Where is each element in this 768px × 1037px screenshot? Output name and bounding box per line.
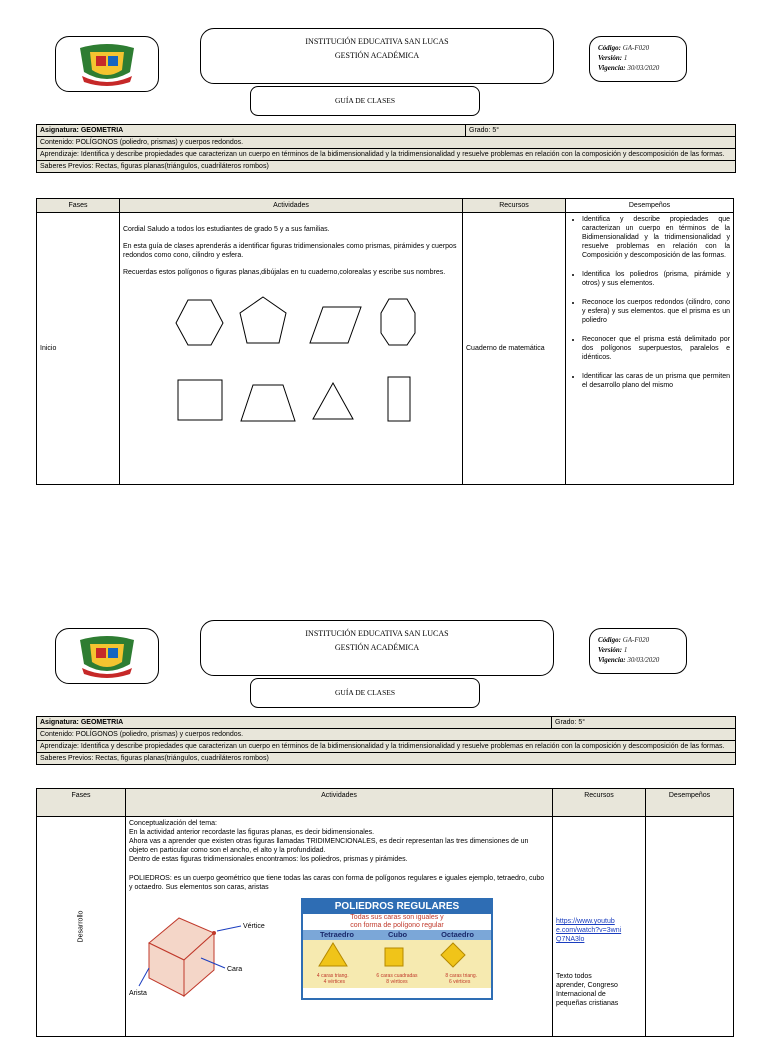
activities-table — [36, 788, 734, 1037]
list-item: • Reconoce los cuerpos redondos (cilindro, cono y esfera) y sus elementos. que el prisma es un poliedro — [582, 298, 730, 325]
grade: Grado: 5° — [469, 127, 500, 134]
performance-header: Desempeños — [646, 789, 734, 817]
code-label: Código: — [598, 44, 621, 52]
subject: Asignatura: GEOMETRIA — [37, 717, 552, 728]
vertex-pointer — [217, 926, 241, 931]
activities-header: Actividades — [126, 789, 553, 817]
list-item: • Identifica y describe propiedades que caracterizan un cuerpo en términos de la Bidimensionalidad y la tridimensionalidad y resuelve problemas en relación con la Composición y descomposición de las formas. — [582, 215, 730, 260]
phases-header: Fases — [37, 789, 126, 817]
note-cube: 6 caras cuadradas — [376, 973, 418, 979]
performance-cell — [646, 817, 734, 1037]
prior-knowledge-row: Saberes Previos: Rectas, figuras planas(triángulos, cuadriláteros rombos) — [40, 755, 269, 762]
activity-text: Recuerdas estos polígonos o figuras planas,dibújalas en tu cuaderno,colorealas y escribe sus nombres. — [123, 269, 446, 276]
activity-text: En esta guía de clases aprenderás a identificar figuras tridimensionales como prismas, pirámides y cuerpos redondos como cono, cilindro y esfera. — [123, 243, 457, 259]
institution-name: INSTITUCIÓN EDUCATIVA SAN LUCAS — [305, 37, 449, 46]
activities-cell — [120, 213, 463, 485]
school-logo — [55, 36, 159, 92]
vertex-dot — [212, 931, 216, 935]
performance-cell — [566, 213, 734, 485]
figures-row — [129, 898, 549, 1000]
poster-notes-2 — [303, 979, 491, 985]
edge-pointer — [139, 968, 149, 986]
activities-header: Actividades — [120, 199, 463, 213]
book-line: pequeñas cristianas — [556, 1000, 619, 1007]
cube-elements-diagram — [129, 898, 289, 998]
tetrahedron-icon — [319, 943, 347, 966]
face-label: Cara — [227, 966, 243, 973]
book-line: Internacional de — [556, 991, 606, 998]
activity-text: POLIEDROS: es un cuerpo geométrico que tiene todas las caras con forma de polígonos regulares e iguales ejemplo, tetraedro, cubo y octaedro. Sus elementos son caras, aristas — [129, 875, 545, 891]
code-value: GA-F020 — [622, 636, 650, 644]
regular-polyhedra-poster — [301, 898, 493, 1000]
institution-name: INSTITUCIÓN EDUCATIVA SAN LUCAS — [305, 629, 449, 638]
subject-row — [37, 125, 735, 137]
document-code-box — [589, 628, 687, 674]
school-crest-icon — [72, 634, 142, 678]
edge-label: Arista — [129, 990, 147, 997]
table-header-row — [37, 789, 734, 817]
activities-cell — [126, 817, 553, 1037]
list-item: • Identifica los poliedros (prisma, pirámide y otros) y sus elementos. — [582, 270, 730, 288]
academic-area: GESTIÓN ACADÉMICA — [334, 643, 420, 652]
content-row: Contenido: POLÍGONOS (poliedro, prismas) y cuerpos redondos. — [37, 137, 735, 149]
learning-row: Aprendizaje: Identifica y describe propiedades que caracterizan un cuerpo en términos de la bidimensionalidad y la tridimensionalidad y resuelve problemas en relación con la composición y descomposición de las formas. — [37, 149, 735, 161]
version-value: 1 — [623, 646, 628, 654]
list-item: • Reconocer que el prisma está delimitado por dos polígonos superpuestos, paralelos e idénticos. — [582, 335, 730, 362]
document-code-box — [589, 36, 687, 82]
book-reference — [556, 972, 642, 1008]
validity-label: Vigencia: — [598, 64, 626, 72]
list-item: • Identificar las caras de un prisma que permiten el desarrollo plano del mismo — [582, 372, 730, 390]
cube-icon — [385, 948, 403, 966]
vertex-label: Vértice — [243, 923, 265, 930]
note-octahedron-2: 6 vértices — [448, 979, 471, 985]
poster-subtitle: Todas sus caras son iguales y — [350, 914, 444, 921]
resources-header: Recursos — [463, 199, 566, 213]
triangle-shape — [313, 383, 353, 419]
academic-area: GESTIÓN ACADÉMICA — [334, 51, 420, 60]
school-logo — [55, 628, 159, 684]
octahedron-name: Octaedro — [441, 930, 474, 939]
phase-label: Desarrollo — [77, 910, 85, 943]
octahedron-icon — [441, 943, 465, 967]
poster-subtitle-2: con forma de polígono regular — [350, 922, 444, 929]
poster-title: POLIEDROS REGULARES — [303, 900, 491, 914]
page-2 — [0, 590, 768, 1024]
note-octahedron: 8 caras triang. — [445, 973, 478, 979]
activity-heading: Conceptualización del tema: — [129, 820, 217, 827]
subject-row — [37, 717, 735, 729]
validity-value: 30/03/2020 — [627, 656, 660, 664]
octagon-shape — [381, 299, 415, 345]
phase-cell: Inicio — [37, 213, 120, 485]
grade: Grado: 5° — [555, 719, 586, 726]
performance-header: Desempeños — [566, 199, 734, 213]
school-crest-icon — [72, 42, 142, 86]
book-line: Texto todos — [556, 973, 592, 980]
book-line: aprender, Congreso — [556, 982, 618, 989]
activity-text: Cordial Saludo a todos los estudiantes de grado 5 y a sus familias. — [123, 226, 330, 233]
code-label: Código: — [598, 636, 621, 644]
plane-figures-illustration — [123, 285, 423, 425]
guide-title: GUÍA DE CLASES — [250, 678, 480, 708]
link-line: Q7NA3lo — [556, 936, 585, 943]
activity-text: En la actividad anterior recordaste las figuras planas, es decir bidimensionales. — [129, 829, 375, 836]
hexagon-shape — [176, 300, 223, 345]
table-header-row — [37, 199, 734, 213]
square-shape — [178, 380, 222, 420]
resources-header: Recursos — [553, 789, 646, 817]
resources-cell: Cuaderno de matemática — [463, 213, 566, 485]
activities-table — [36, 198, 734, 485]
poster-shapes — [303, 940, 491, 988]
note-tetrahedron-2: 4 vértices — [323, 979, 346, 985]
table-row — [37, 213, 734, 485]
video-link[interactable] — [556, 918, 621, 943]
rectangle-shape — [388, 377, 410, 421]
performance-list — [569, 215, 730, 390]
polyhedra-icons — [303, 940, 487, 970]
phase-cell — [37, 817, 126, 1037]
activity-text: Dentro de estas figuras tridimensionales encontramos: los poliedros, prismas y pirámides. — [129, 856, 408, 863]
prior-knowledge-row: Saberes Previos: Rectas, figuras planas(triángulos, cuadriláteros rombos) — [40, 163, 269, 170]
validity-value: 30/03/2020 — [627, 64, 660, 72]
activity-text: Ahora vas a aprender que existen otras figuras llamadas TRIDIMENCIONALES, es decir representan las tres dimensiones de un objeto en particular como son el ancho, el alto y la profundidad. — [129, 838, 529, 854]
content-row: Contenido: POLÍGONOS (poliedro, prismas) y cuerpos redondos. — [37, 729, 735, 741]
subject: Asignatura: GEOMETRIA — [37, 125, 466, 136]
validity-label: Vigencia: — [598, 656, 626, 664]
cube-name: Cubo — [387, 930, 408, 939]
link-line: https://www.youtub — [556, 918, 615, 925]
page-1 — [0, 0, 768, 500]
poster-names — [303, 930, 491, 940]
resources-cell — [553, 817, 646, 1037]
institution-header — [200, 28, 554, 84]
table-row — [37, 817, 734, 1037]
parallelogram-shape — [310, 307, 361, 343]
pentagon-shape — [240, 297, 286, 343]
institution-header — [200, 620, 554, 676]
note-tetrahedron: 4 caras triang. — [316, 973, 349, 979]
course-info — [36, 716, 736, 765]
trapezoid-shape — [241, 385, 295, 421]
learning-row: Aprendizaje: Identifica y describe propiedades que caracterizan un cuerpo en términos de la bidimensionalidad y la tridimensionalidad y resuelve problemas en relación con la composición y descomposición de las formas. — [37, 741, 735, 753]
code-value: GA-F020 — [622, 44, 650, 52]
version-label: Versión: — [598, 54, 623, 62]
note-cube-2: 8 vértices — [386, 979, 408, 985]
version-label: Versión: — [598, 646, 623, 654]
course-info — [36, 124, 736, 173]
guide-title: GUÍA DE CLASES — [250, 86, 480, 116]
version-value: 1 — [623, 54, 628, 62]
tetrahedron-name: Tetraedro — [319, 930, 355, 939]
link-line: e.com/watch?v=3wni — [556, 927, 622, 934]
phases-header: Fases — [37, 199, 120, 213]
